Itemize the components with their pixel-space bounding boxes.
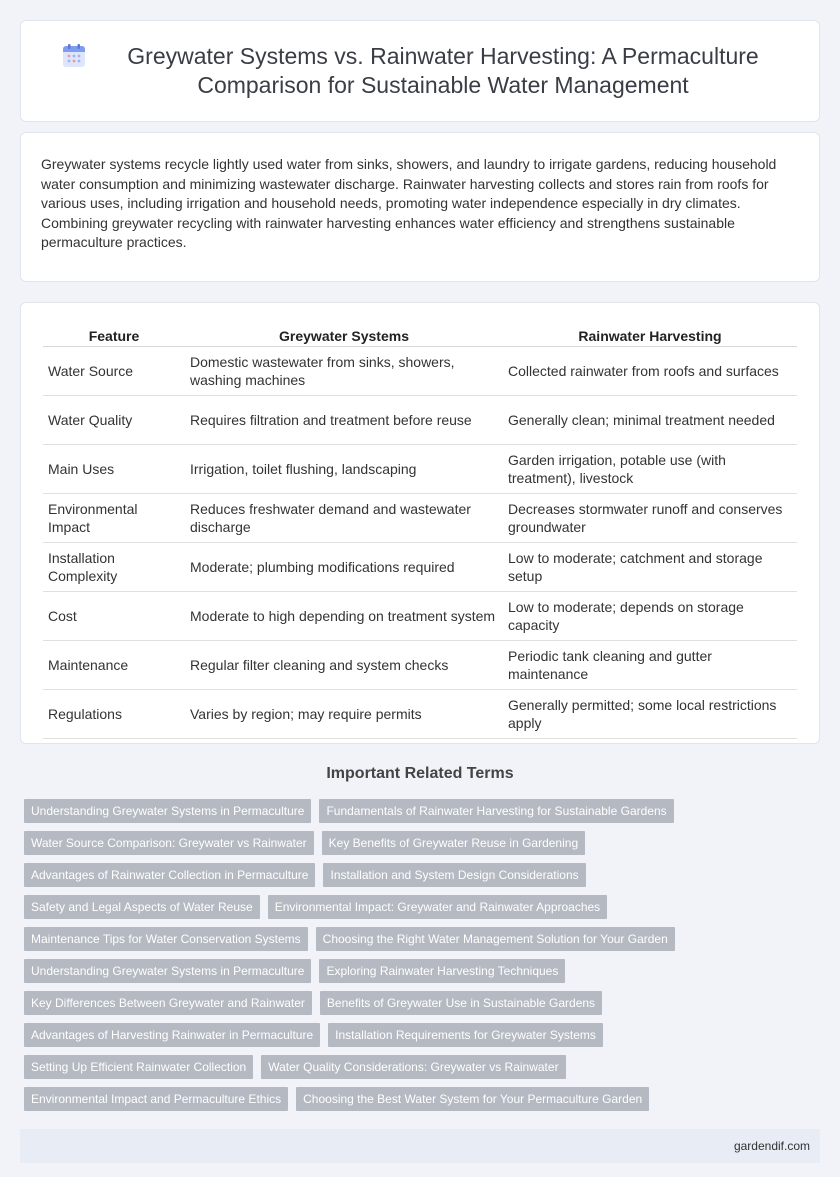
related-term-tag[interactable]: Advantages of Rainwater Collection in Permaculture: [24, 863, 315, 887]
related-term-tag[interactable]: Advantages of Harvesting Rainwater in Permaculture: [24, 1023, 320, 1047]
table-row: [43, 494, 797, 543]
table-cell-greywater: Moderate to high depending on treatment system: [185, 592, 503, 641]
table-cell-rainwater: Collected rainwater from roofs and surfaces: [503, 347, 797, 396]
table-cell-rainwater: Generally permitted; some local restrictions apply: [503, 690, 797, 739]
related-term-tag[interactable]: Water Source Comparison: Greywater vs Rainwater: [24, 831, 314, 855]
table-cell-greywater: Domestic wastewater from sinks, showers, washing machines: [185, 347, 503, 396]
table-row: [43, 543, 797, 592]
related-terms-heading: Important Related Terms: [326, 765, 514, 782]
header-rainwater: Rainwater Harvesting: [503, 323, 797, 347]
related-term-tag[interactable]: Maintenance Tips for Water Conservation Systems: [24, 927, 308, 951]
related-term-tag[interactable]: Key Benefits of Greywater Reuse in Gardening: [322, 831, 585, 855]
table-cell-greywater: Requires filtration and treatment before reuse: [185, 396, 503, 445]
related-term-tag[interactable]: Fundamentals of Rainwater Harvesting for Sustainable Gardens: [319, 799, 673, 823]
table-cell-feature: Water Source: [43, 347, 185, 396]
table-cell-feature: Environmental Impact: [43, 494, 185, 543]
table-cell-feature: Main Uses: [43, 445, 185, 494]
table-row: [43, 347, 797, 396]
table-row: [43, 690, 797, 739]
table-row: [43, 445, 797, 494]
table-cell-feature: Cost: [43, 592, 185, 641]
table-cell-rainwater: Garden irrigation, potable use (with treatment), livestock: [503, 445, 797, 494]
table-cell-greywater: Reduces freshwater demand and wastewater discharge: [185, 494, 503, 543]
calendar-icon: [61, 43, 87, 69]
related-terms-list: [24, 799, 784, 1119]
table-cell-rainwater: Low to moderate; depends on storage capacity: [503, 592, 797, 641]
table-cell-rainwater: Periodic tank cleaning and gutter maintenance: [503, 641, 797, 690]
related-term-tag[interactable]: Environmental Impact and Permaculture Ethics: [24, 1087, 288, 1111]
table-row: [43, 641, 797, 690]
intro-paragraph: Greywater systems recycle lightly used water from sinks, showers, and laundry to irrigate gardens, reducing household water consumption and minimizing wastewater discharge. Rainwater harvesting collects and stores rain from roofs for various uses, including irrigation and household needs, promoting water independence especially in dry climates. Combining greywater recycling with rainwater harvesting enhances water efficiency and strengthens sustainable permaculture practices.: [41, 156, 777, 251]
related-term-tag[interactable]: Safety and Legal Aspects of Water Reuse: [24, 895, 260, 919]
related-term-tag[interactable]: Benefits of Greywater Use in Sustainable Gardens: [320, 991, 602, 1015]
related-term-tag[interactable]: Choosing the Right Water Management Solution for Your Garden: [316, 927, 675, 951]
table-cell-rainwater: Generally clean; minimal treatment needed: [503, 396, 797, 445]
related-term-tag[interactable]: Environmental Impact: Greywater and Rainwater Approaches: [268, 895, 608, 919]
related-term-tag[interactable]: Understanding Greywater Systems in Permaculture: [24, 799, 311, 823]
related-term-tag[interactable]: Key Differences Between Greywater and Rainwater: [24, 991, 312, 1015]
related-term-tag[interactable]: Setting Up Efficient Rainwater Collection: [24, 1055, 253, 1079]
related-term-tag[interactable]: Choosing the Best Water System for Your Permaculture Garden: [296, 1087, 649, 1111]
table-row: [43, 592, 797, 641]
related-term-tag[interactable]: Installation Requirements for Greywater Systems: [328, 1023, 603, 1047]
table-cell-rainwater: Low to moderate; catchment and storage setup: [503, 543, 797, 592]
title-wrap: [61, 42, 779, 100]
header-greywater: Greywater Systems: [185, 323, 503, 347]
related-term-tag[interactable]: Exploring Rainwater Harvesting Techniques: [319, 959, 565, 983]
table-header-row: [43, 323, 797, 347]
table-cell-greywater: Irrigation, toilet flushing, landscaping: [185, 445, 503, 494]
page-title: Greywater Systems vs. Rainwater Harvesting: A Permaculture Comparison for Sustainable Water Management: [127, 43, 759, 98]
related-term-tag[interactable]: Water Quality Considerations: Greywater vs Rainwater: [261, 1055, 565, 1079]
table-cell-feature: Regulations: [43, 690, 185, 739]
footer: [20, 1129, 820, 1163]
table-cell-greywater: Regular filter cleaning and system checks: [185, 641, 503, 690]
related-term-tag[interactable]: Understanding Greywater Systems in Permaculture: [24, 959, 311, 983]
table-cell-greywater: Varies by region; may require permits: [185, 690, 503, 739]
table-cell-feature: Installation Complexity: [43, 543, 185, 592]
table-cell-greywater: Moderate; plumbing modifications required: [185, 543, 503, 592]
footer-site-name[interactable]: gardendif.com: [733, 1139, 810, 1153]
related-term-tag[interactable]: Installation and System Design Considerations: [323, 863, 585, 887]
table-cell-feature: Water Quality: [43, 396, 185, 445]
table-cell-feature: Maintenance: [43, 641, 185, 690]
table-row: [43, 396, 797, 445]
header-card: [20, 20, 820, 122]
intro-card: [20, 132, 820, 282]
comparison-table: [43, 323, 797, 739]
comparison-table-card: [20, 302, 820, 744]
table-cell-rainwater: Decreases stormwater runoff and conserves groundwater: [503, 494, 797, 543]
header-feature: Feature: [43, 323, 185, 347]
